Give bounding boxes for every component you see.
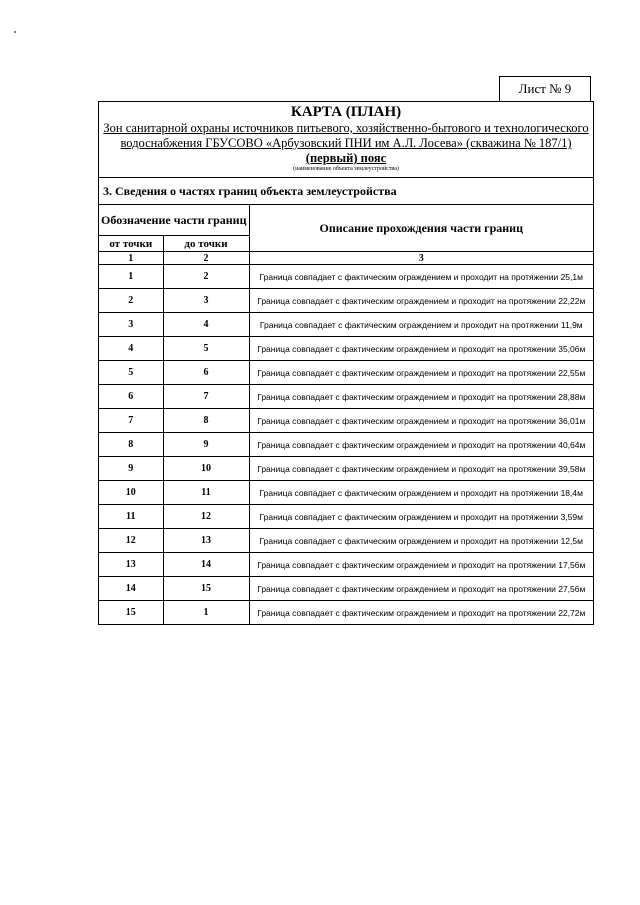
row-description: Граница совпадает с фактическим ограждением и проходит на протяжении 25,1м [249,265,593,289]
boundary-table [99,205,593,624]
table-row [99,553,593,577]
row-to-point: 12 [163,505,249,529]
row-from-point: 10 [99,481,163,505]
col-group-header: Обозначение части границ [99,205,249,236]
row-description: Граница совпадает с фактическим ограждением и проходит на протяжении 22,22м [249,289,593,313]
document-subtitle: Зон санитарной охраны источников питьевого, хозяйственно-бытового и технологического водоснабжения ГБУСОВО «Арбузовский ПНИ им А.Л. Лосева» (скважина № 187/1) [103,121,589,150]
scan-dot [14,31,16,33]
row-description: Граница совпадает с фактическим ограждением и проходит на протяжении 3,59м [249,505,593,529]
row-from-point: 11 [99,505,163,529]
row-to-point: 8 [163,409,249,433]
row-from-point: 4 [99,337,163,361]
col-number: 1 [99,252,163,265]
row-to-point: 1 [163,601,249,625]
row-from-point: 12 [99,529,163,553]
row-to-point: 3 [163,289,249,313]
row-to-point: 2 [163,265,249,289]
sheet-number-label: Лист № 9 [518,81,572,96]
table-row [99,481,593,505]
row-description: Граница совпадает с фактическим ограждением и проходит на протяжении 22,55м [249,361,593,385]
row-description: Граница совпадает с фактическим ограждением и проходит на протяжении 36,01м [249,409,593,433]
table-row [99,265,593,289]
row-from-point: 6 [99,385,163,409]
document-title: КАРТА (ПЛАН) [290,104,402,120]
row-from-point: 14 [99,577,163,601]
row-description: Граница совпадает с фактическим ограждением и проходит на протяжении 12,5м [249,529,593,553]
col-desc-header: Описание прохождения части границ [249,205,593,252]
row-description: Граница совпадает с фактическим ограждением и проходит на протяжении 40,64м [249,433,593,457]
row-from-point: 13 [99,553,163,577]
col-from-header: от точки [99,236,163,252]
document-frame [98,101,594,625]
table-row [99,433,593,457]
row-to-point: 11 [163,481,249,505]
table-row [99,385,593,409]
row-from-point: 3 [99,313,163,337]
object-caption: (наименование объекта землеустройства) [293,166,399,172]
table-row [99,505,593,529]
row-from-point: 8 [99,433,163,457]
zone-label: (первый) пояс [305,151,387,165]
sheet-number-box [499,76,591,102]
row-to-point: 4 [163,313,249,337]
col-number: 3 [249,252,593,265]
row-to-point: 13 [163,529,249,553]
col-to-header: до точки [163,236,249,252]
document-header [99,102,593,178]
row-description: Граница совпадает с фактическим ограждением и проходит на протяжении 35,06м [249,337,593,361]
row-to-point: 6 [163,361,249,385]
table-row [99,409,593,433]
row-to-point: 10 [163,457,249,481]
row-description: Граница совпадает с фактическим ограждением и проходит на протяжении 11,9м [249,313,593,337]
row-from-point: 2 [99,289,163,313]
row-from-point: 15 [99,601,163,625]
table-row [99,529,593,553]
row-description: Граница совпадает с фактическим ограждением и проходит на протяжении 22,72м [249,601,593,625]
table-row [99,601,593,625]
row-to-point: 7 [163,385,249,409]
row-to-point: 15 [163,577,249,601]
table-row [99,337,593,361]
row-from-point: 5 [99,361,163,385]
row-to-point: 14 [163,553,249,577]
table-row [99,361,593,385]
row-description: Граница совпадает с фактическим ограждением и проходит на протяжении 18,4м [249,481,593,505]
row-description: Граница совпадает с фактическим ограждением и проходит на протяжении 27,56м [249,577,593,601]
col-number: 2 [163,252,249,265]
row-description: Граница совпадает с фактическим ограждением и проходит на протяжении 39,58м [249,457,593,481]
row-to-point: 5 [163,337,249,361]
table-row [99,313,593,337]
row-description: Граница совпадает с фактическим ограждением и проходит на протяжении 28,88м [249,385,593,409]
section-title: 3. Сведения о частях границ объекта землеустройства [99,178,593,205]
row-from-point: 7 [99,409,163,433]
row-description: Граница совпадает с фактическим ограждением и проходит на протяжении 17,56м [249,553,593,577]
row-from-point: 1 [99,265,163,289]
row-from-point: 9 [99,457,163,481]
table-row [99,457,593,481]
table-row [99,289,593,313]
table-row [99,577,593,601]
row-to-point: 9 [163,433,249,457]
